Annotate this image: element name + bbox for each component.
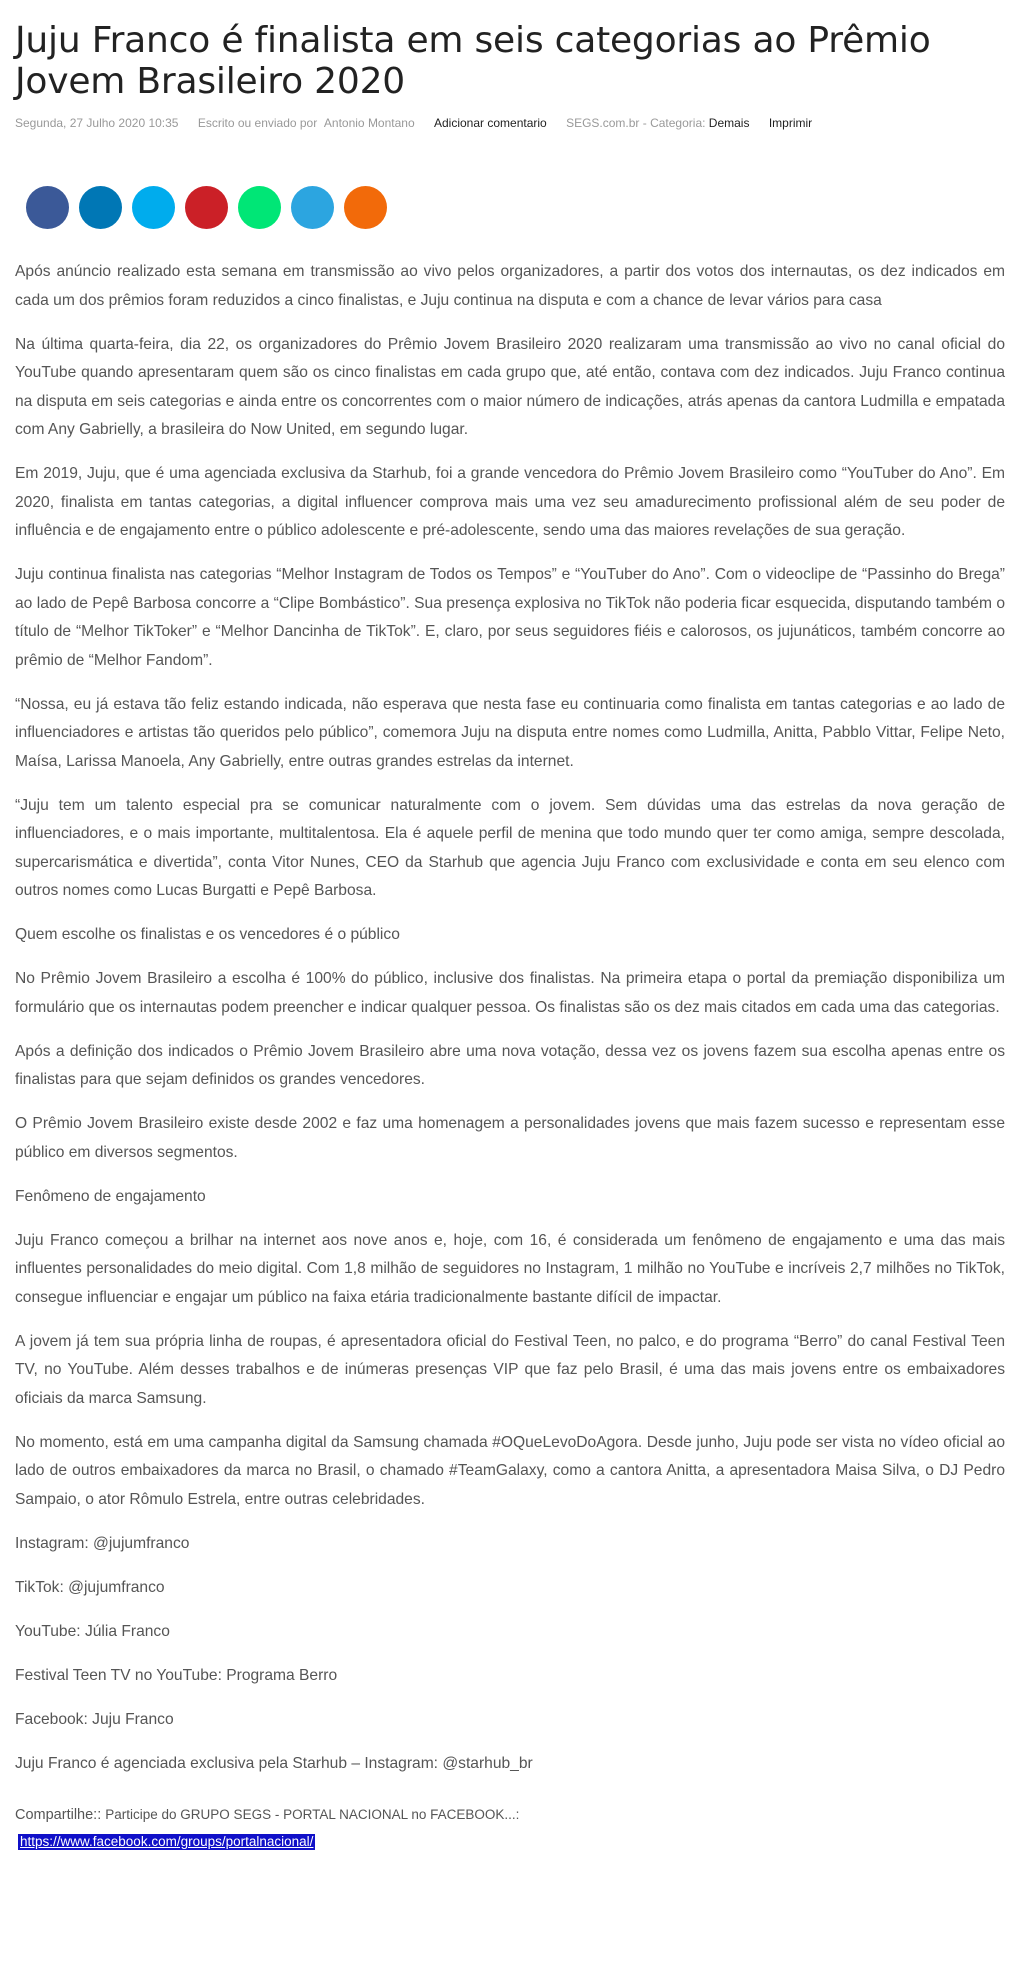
whatsapp-share-button[interactable] <box>238 186 281 229</box>
pinterest-share-button[interactable] <box>185 186 228 229</box>
group-invite-text: Participe do GRUPO SEGS - PORTAL NACIONAL no FACEBOOK...: <box>105 1807 520 1822</box>
author-prefix: Escrito ou enviado por <box>197 116 318 130</box>
article-paragraph: Instagram: @jujumfranco <box>15 1534 190 1552</box>
article-paragraph: “Nossa, eu já estava tão feliz estando indicada, não esperava que nesta fase eu continuaria como finalista em tantas categorias e ao lado de influenciadores e artistas tão queridos pelo público”, comemora Juju na disputa entre nomes como Ludmilla, Anitta, Pabblo Vittar, Felipe Neto, Maísa, Larissa Manoela, Any Gabrielly, entre outras grandes estrelas da internet. <box>15 695 1005 770</box>
article-paragraph: Em 2019, Juju, que é uma agenciada exclusiva da Starhub, foi a grande vencedora do Prêmio Jovem Brasileiro como “YouTuber do Ano”. Em 2020, finalista em tantas categorias, a digital influencer comprova mais uma vez seu amadurecimento profissional além de seu poder de influência e de engajamento entre o público adolescente e pré-adolescente, sendo uma das maiores revelações de sua geração. <box>15 465 1005 539</box>
article-body <box>15 258 1005 1778</box>
article-date: Segunda, 27 Julho 2020 10:35 <box>15 116 179 130</box>
article-paragraph: Festival Teen TV no YouTube: Programa Berro <box>15 1666 338 1684</box>
article-paragraph: A jovem já tem sua própria linha de roupas, é apresentadora oficial do Festival Teen, no palco, e do programa “Berro” do canal Festival Teen TV, no YouTube. Além desses trabalhos e de inúmeras presenças VIP que faz pelo Brasil, é uma das mais jovens entre os embaixadores oficiais da marca Samsung. <box>15 1332 1005 1407</box>
print-link[interactable]: Imprimir <box>768 116 813 130</box>
article-paragraph: “Juju tem um talento especial pra se comunicar naturalmente com o jovem. Sem dúvidas uma das estrelas da nova geração de influenciadores, e o mais importante, multitalentosa. Ela é aquele perfil de menina que todo mundo quer ter como amiga, sempre descolada, supercarismática e divertida”, conta Vitor Nunes, CEO da Starhub que agencia Juju Franco com exclusividade e conta em seu elenco com outros nomes como Lucas Burgatti e Pepê Barbosa. <box>15 796 1005 899</box>
share-buttons <box>15 186 1006 230</box>
article-paragraph: Facebook: Juju Franco <box>15 1710 174 1728</box>
category-prefix: SEGS.com.br - Categoria: <box>566 116 706 130</box>
article-paragraph: Na última quarta-feira, dia 22, os organizadores do Prêmio Jovem Brasileiro 2020 realizaram uma transmissão ao vivo no canal oficial do YouTube quando apresentaram quem são os cinco finalistas em cada grupo que, até então, contava com dez indicados. Juju Franco continua na disputa em seis categorias e ainda entre os concorrentes com o maior número de indicações, atrás apenas da cantora Ludmilla e empatada com Any Gabrielly, a brasileira do Now United, em segundo lugar. <box>15 335 1005 438</box>
article-meta <box>15 115 1006 131</box>
share-label: Compartilhe:: <box>15 1807 102 1823</box>
linkedin-share-button[interactable] <box>79 186 122 229</box>
article-paragraph: O Prêmio Jovem Brasileiro existe desde 2002 e faz uma homenagem a personalidades jovens que mais fazem sucesso e representam esse público em diversos segmentos. <box>15 1115 1005 1161</box>
facebook-share-button[interactable] <box>26 186 69 229</box>
article-paragraph: Fenômeno de engajamento <box>15 1187 206 1205</box>
add-comment-link[interactable]: Adicionar comentario <box>433 116 547 130</box>
article-paragraph: TikTok: @jujumfranco <box>15 1578 165 1596</box>
article-paragraph: Juju Franco é agenciada exclusiva pela Starhub – Instagram: @starhub_br <box>15 1754 533 1772</box>
article-paragraph: Juju Franco começou a brilhar na internet aos nove anos e, hoje, com 16, é considerada um fenômeno de engajamento e uma das mais influentes personalidades do meio digital. Com 1,8 milhão de seguidores no Instagram, 1 milhão no YouTube e incríveis 2,7 milhões no TikTok, consegue influenciar e engajar um público na faixa etária tradicionalmente bastante difícil de impactar. <box>15 1231 1005 1306</box>
article-page <box>0 20 1021 1852</box>
email-share-button[interactable] <box>344 186 387 229</box>
article-paragraph: Após anúncio realizado esta semana em transmissão ao vivo pelos organizadores, a partir dos votos dos internautas, os dez indicados em cada um dos prêmios foram reduzidos a cinco finalistas, e Juju continua na disputa e com a chance de levar vários para casa <box>15 263 1005 309</box>
article-paragraph: No momento, está em uma campanha digital da Samsung chamada #OQueLevoDoAgora. Desde junho, Juju pode ser vista no vídeo oficial ao lado de outros embaixadores da marca no Brasil, o chamado #TeamGalaxy, como a cantora Anitta, a apresentadora Maisa Silva, o DJ Pedro Sampaio, o ator Rômulo Estrela, entre outras celebridades. <box>15 1433 1005 1508</box>
facebook-group-link[interactable]: https://www.facebook.com/groups/portalnacional/ <box>20 1834 314 1849</box>
article-paragraph: YouTube: Júlia Franco <box>15 1622 170 1640</box>
share-footer <box>15 1805 1006 1852</box>
telegram-share-button[interactable] <box>291 186 334 229</box>
category-link[interactable]: Demais <box>708 116 750 130</box>
article-paragraph: Após a definição dos indicados o Prêmio Jovem Brasileiro abre uma nova votação, dessa vez os jovens fazem sua escolha apenas entre os finalistas para que sejam definidos os grandes vencedores. <box>15 1042 1005 1088</box>
article-paragraph: No Prêmio Jovem Brasileiro a escolha é 100% do público, inclusive dos finalistas. Na primeira etapa o portal da premiação disponibiliza um formulário que os internautas podem preencher e indicar qualquer pessoa. Os finalistas são os dez mais citados em cada uma das categorias. <box>15 970 1005 1016</box>
twitter-share-button[interactable] <box>132 186 175 229</box>
article-paragraph: Juju continua finalista nas categorias “Melhor Instagram de Todos os Tempos” e “YouTuber do Ano”. Com o videoclipe de “Passinho do Brega” ao lado de Pepê Barbosa concorre a “Clipe Bombástico”. Sua presença explosiva no TikTok não poderia ficar esquecida, disputando também o título de “Melhor TikToker” e “Melhor Dancinha de TikTok”. E, claro, por seus seguidores fiéis e calorosos, os jujunáticos, também concorre ao prêmio de “Melhor Fandom”. <box>15 566 1005 669</box>
article-title: Juju Franco é finalista em seis categorias ao Prêmio Jovem Brasileiro 2020 <box>15 20 931 102</box>
author-name: Antonio Montano <box>323 116 415 130</box>
article-paragraph: Quem escolhe os finalistas e os vencedores é o público <box>15 926 400 943</box>
